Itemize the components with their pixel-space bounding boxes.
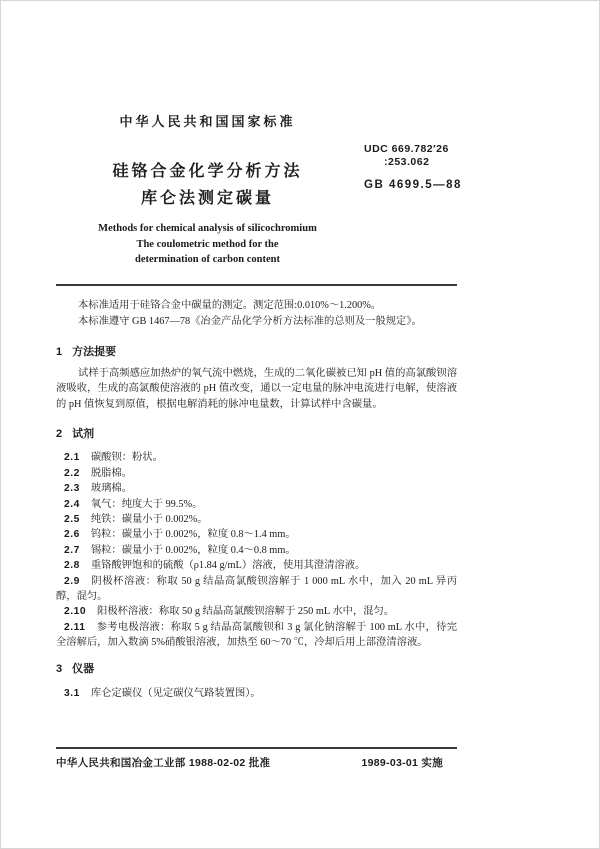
document-title-line1: 硅铬合金化学分析方法	[112, 163, 303, 180]
section-1-heading	[56, 343, 457, 359]
reagent-item	[56, 558, 457, 573]
scope-line-compliance: 本标准遵守 GB 1467—78《冶金产品化学分析方法标准的总则及一般规定》。	[78, 315, 422, 327]
apparatus-list	[56, 686, 457, 701]
reagent-item-text: 钨粒：碳量小于 0.002%，粒度 0.8～1.4 mm。	[90, 529, 296, 541]
english-title-line3: determination of carbon content	[135, 254, 280, 265]
reagent-list	[56, 450, 457, 650]
reagent-item-text: 重铬酸钾饱和的硫酸（ρ1.84 g/mL）溶液，使用其澄清溶液。	[90, 560, 366, 572]
english-title-line2: The coulometric method for the	[136, 238, 279, 250]
reagent-item	[56, 604, 457, 619]
apparatus-item	[56, 686, 457, 701]
document-title-line2: 库仑法测定碳量	[140, 190, 274, 207]
reagent-item-text: 阳极杯溶液：称取 50 g 结晶高氯酸钡溶解于 250 mL 水中，混匀。	[97, 606, 395, 618]
reagent-item-number: 2.7	[64, 544, 80, 556]
reagent-item-number: 2.3	[64, 483, 80, 495]
national-standard-label: 中华人民共和国国家标准	[119, 114, 296, 129]
reagent-item-number: 2.11	[64, 621, 86, 633]
header-divider-rule	[56, 284, 457, 286]
reagent-item-number: 2.6	[64, 529, 80, 541]
document-footer	[56, 747, 457, 770]
udc-block	[364, 143, 462, 192]
udc-number-line1: UDC 669.782′26	[364, 143, 449, 155]
reagent-item-number: 2.4	[64, 498, 80, 510]
english-title-line1: Methods for chemical analysis of silicochromium	[98, 223, 317, 234]
reagent-item	[56, 450, 457, 465]
reagent-item-text: 脱脂棉。	[90, 467, 133, 479]
reagent-item-number: 2.1	[64, 452, 80, 464]
reagent-item-number: 2.2	[64, 467, 80, 479]
section-2-number: 2	[56, 428, 63, 441]
section-1-title: 方法提要	[72, 345, 117, 358]
reagent-item	[56, 574, 457, 605]
section-1-number: 1	[56, 345, 63, 358]
reagent-item	[56, 620, 457, 651]
scope-line-applicability: 本标准适用于硅铬合金中碳量的测定。测定范围:0.010%～1.200%。	[78, 299, 382, 311]
reagent-item	[56, 543, 457, 558]
reagent-item-number: 2.9	[64, 575, 80, 587]
reagent-item-text: 纯铁：碳量小于 0.002%。	[90, 513, 208, 525]
section-3-heading	[56, 660, 457, 676]
reagent-item-text: 锡粒：碳量小于 0.002%，粒度 0.4～0.8 mm。	[90, 544, 296, 556]
section-3-number: 3	[56, 662, 63, 675]
document-header	[56, 111, 462, 268]
section-2-heading	[56, 425, 457, 441]
reagent-item	[56, 527, 457, 542]
reagent-item-number: 2.8	[64, 560, 80, 572]
reagent-item-text: 碳酸钡：粉状。	[90, 452, 163, 464]
title-block	[56, 111, 359, 268]
udc-number-line2: :253.062	[384, 156, 430, 168]
section-3-title: 仪器	[72, 662, 95, 675]
apparatus-item-number: 3.1	[64, 687, 80, 699]
standard-number: GB 4699.5—88	[364, 179, 462, 191]
reagent-item-text: 氧气：纯度大于 99.5%。	[90, 498, 203, 510]
page-content	[1, 1, 599, 701]
apparatus-item-text: 库仑定碳仪（见定碳仪气路装置图）。	[90, 687, 261, 699]
english-title-block	[56, 221, 359, 268]
reagent-item	[56, 481, 457, 496]
section-2-title: 试剂	[72, 428, 95, 441]
implementation-date: 1989-03-01 实施	[361, 757, 443, 769]
reagent-item-text: 玻璃棉。	[90, 483, 133, 495]
reagent-item	[56, 466, 457, 481]
reagent-item-number: 2.5	[64, 513, 80, 525]
scope-statements	[56, 298, 457, 330]
reagent-item-text: 阴极杯溶液：称取 50 g 结晶高氯酸钡溶解于 1 000 mL 水中，加入 20 mL 异丙醇，混匀。	[56, 575, 457, 602]
reagent-item	[56, 497, 457, 512]
section-1-paragraph: 试样于高频感应加热炉的氧气流中燃烧，生成的二氧化碳被已知 pH 值的高氯酸钡溶液吸收，生成的高氯酸使溶液的 pH 值改变，通以一定电量的脉冲电流进行电解，使溶液的 pH 值恢复到原值，根据电解消耗的脉冲电量数，计算试样中含碳量。	[56, 367, 457, 410]
approval-statement: 中华人民共和国冶金工业部 1988-02-02 批准	[56, 757, 271, 769]
reagent-item-number: 2.10	[64, 606, 87, 618]
reagent-item	[56, 512, 457, 527]
reagent-item-text: 参考电极溶液：称取 5 g 结晶高氯酸钡和 3 g 氯化钠溶解于 100 mL 水中，待完全溶解后，加入数滴 5%硝酸银溶液，加热至 60～70 ℃，冷却后用上部澄清溶液。	[56, 621, 457, 649]
